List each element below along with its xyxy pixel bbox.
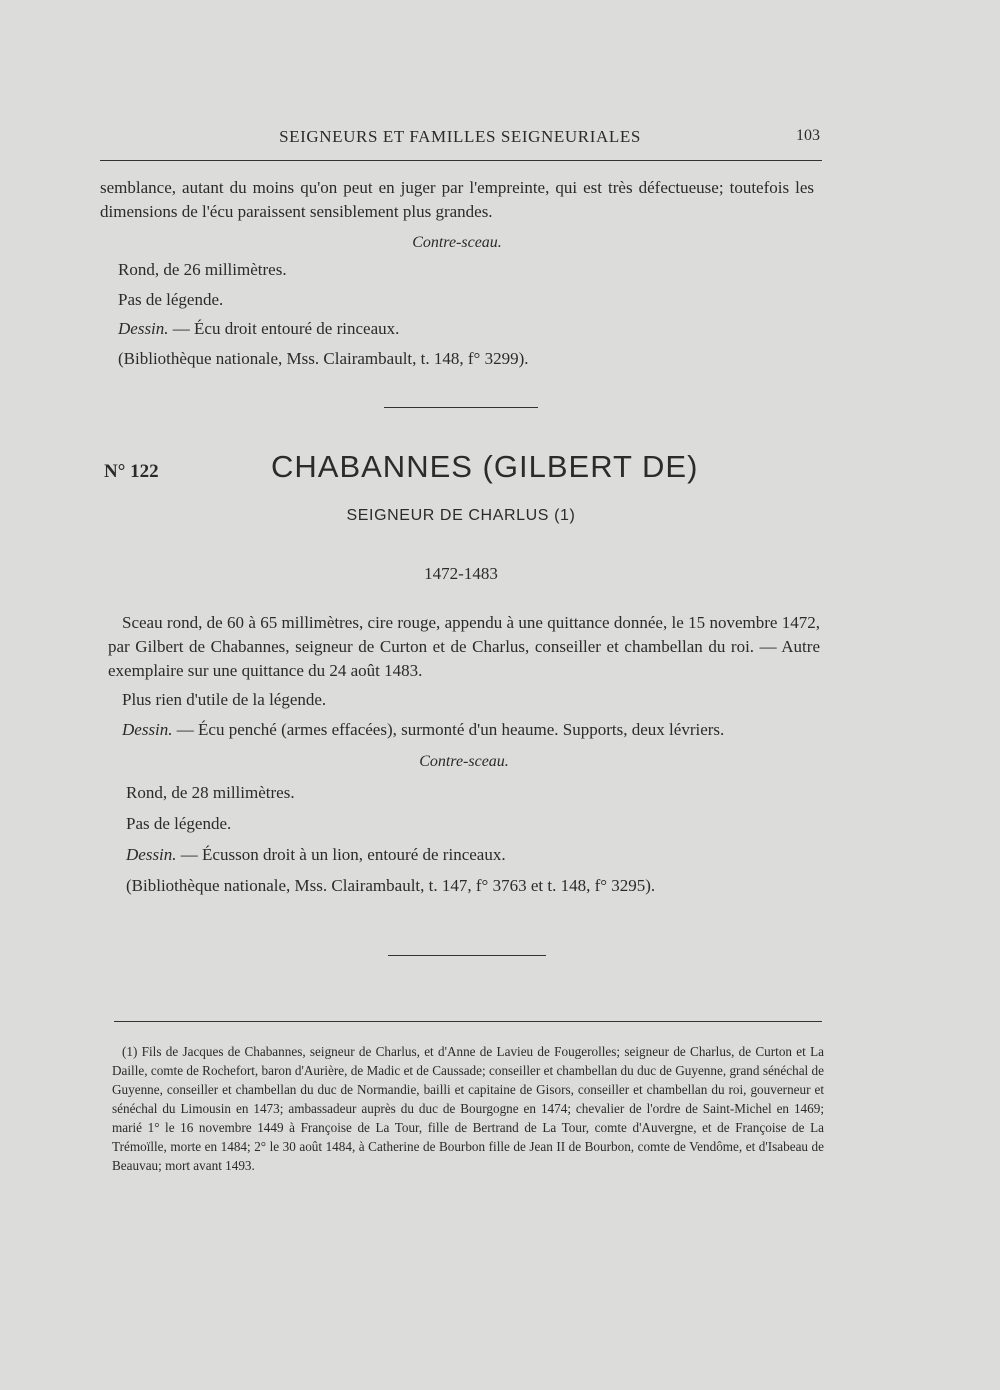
prev-dessin-line — [118, 317, 399, 341]
counter-seal-legend: Pas de légende. — [126, 814, 232, 833]
prev-seal-shape: Rond, de 26 millimètres. — [118, 260, 287, 279]
footnote-rule — [114, 1021, 822, 1022]
page-number: 103 — [796, 127, 820, 144]
counter-dessin-text: — Écusson droit à un lion, entouré de rinceaux. — [180, 845, 506, 864]
prev-dessin-label: Dessin. — [118, 319, 169, 338]
counter-seal-shape: Rond, de 28 millimètres. — [126, 783, 295, 802]
entry-dates: 1472-1483 — [424, 564, 498, 583]
counter-dessin-label: Dessin. — [126, 845, 177, 864]
entry-subtitle: SEIGNEUR DE CHARLUS (1) — [346, 507, 576, 524]
prev-dessin-text: — Écu droit entouré de rinceaux. — [172, 319, 400, 338]
page-header — [100, 127, 820, 151]
header-rule — [100, 160, 822, 161]
prev-counter-seal-heading: Contre-sceau. — [412, 234, 502, 251]
running-title: SEIGNEURS ET FAMILLES SEIGNEURIALES — [279, 127, 641, 146]
counter-dessin-line — [126, 843, 506, 867]
legend-note: Plus rien d'utile de la légende. — [122, 690, 327, 709]
dessin-line — [122, 718, 724, 742]
footnote: (1) Fils de Jacques de Chabannes, seigneur de Charlus, et d'Anne de Lavieu de Fougerolles; seigneur de Charlus, de Curton et La Daille, comte de Rochefort, baron d'Aurière, de Madic et de Caussade; conseiller et chambellan du duc de Guyenne, grand sénéchal de Guyenne, conseiller et chambellan du duc de Normandie, bailli et capitaine de Gisors, conseiller et chambellan du roi, gouverneur et sénéchal du Limousin en 1473; ambassadeur auprès du duc de Bourgogne en 1474; chevalier de l'ordre de Saint-Michel en 1469; marié 1° le 16 novembre 1449 à Françoise de La Tour, fille de Bertrand de La Tour, comte d'Auvergne, et de Françoise de La Trémoïlle, morte en 1484; 2° le 30 août 1484, à Catherine de Bourbon fille de Jean II de Bourbon, comte de Vendôme, et d'Isabeau de Beauvau; mort avant 1493. — [112, 1044, 824, 1173]
entry-title: CHABANNES (GILBERT DE) — [271, 449, 699, 484]
dessin-label: Dessin. — [122, 720, 173, 739]
counter-seal-heading: Contre-sceau. — [419, 753, 509, 770]
seal-description: Sceau rond, de 60 à 65 millimètres, cire rouge, appendu à une quittance donnée, le 15 novembre 1472, par Gilbert de Chabannes, seigneur de Curton et de Charlus, conseiller et chambellan du roi. — Autre exemplaire sur une quittance du 24 août 1483. — [108, 613, 820, 680]
entry-number: N° 122 — [104, 461, 159, 482]
section-divider — [384, 407, 538, 408]
entry-end-divider — [388, 955, 546, 956]
prev-entry-paragraph: semblance, autant du moins qu'on peut en juger par l'empreinte, qui est très défectueuse; toutefois les dimensions de l'écu paraissent sensiblement plus grandes. — [100, 178, 814, 221]
dessin-text: — Écu penché (armes effacées), surmonté d'un heaume. Supports, deux lévriers. — [176, 720, 725, 739]
entry-source: (Bibliothèque nationale, Mss. Clairambault, t. 147, f° 3763 et t. 148, f° 3295). — [126, 876, 656, 895]
prev-source: (Bibliothèque nationale, Mss. Clairambault, t. 148, f° 3299). — [118, 349, 529, 368]
prev-seal-legend: Pas de légende. — [118, 290, 224, 309]
